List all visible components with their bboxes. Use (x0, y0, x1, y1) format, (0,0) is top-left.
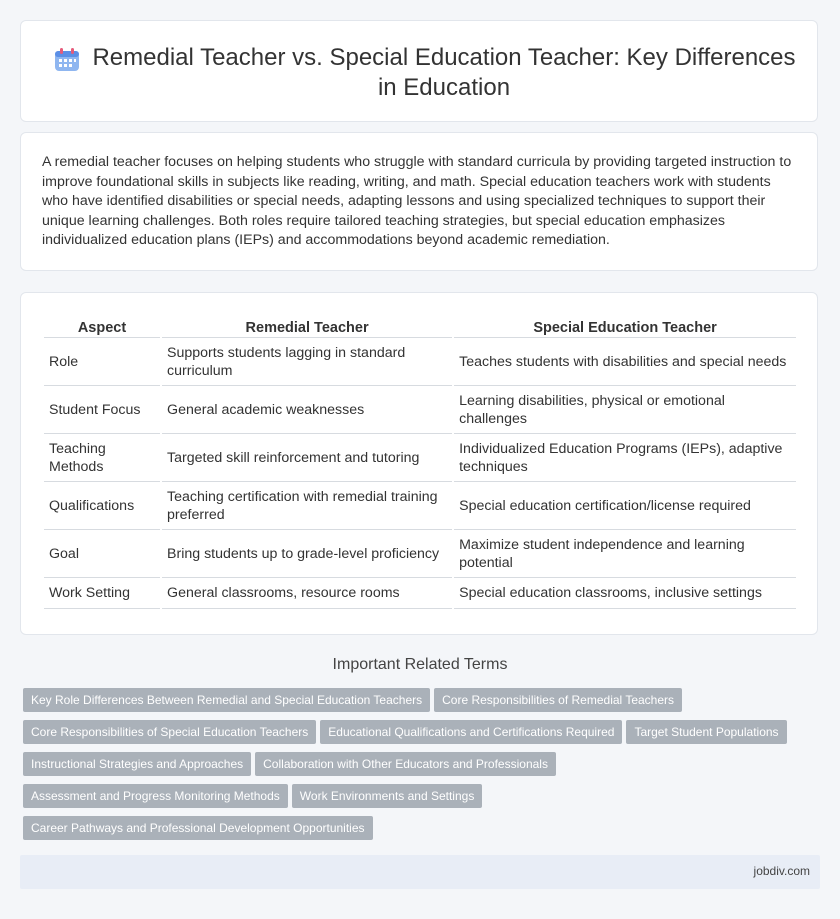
intro-card (20, 132, 818, 271)
table-cell: Work Setting (44, 578, 160, 609)
footer (20, 855, 820, 889)
table-header-row (44, 313, 796, 338)
table-cell: Student Focus (44, 386, 160, 434)
related-term-tag[interactable]: Instructional Strategies and Approaches (23, 752, 251, 776)
table-cell: Learning disabilities, physical or emotional challenges (454, 386, 796, 434)
related-term-tag[interactable]: Work Environments and Settings (292, 784, 483, 808)
table-cell: Teaching Methods (44, 434, 160, 482)
table-row (44, 386, 796, 434)
table-cell: Special education certification/license required (454, 482, 796, 530)
related-terms-list (23, 688, 813, 848)
page-title: Remedial Teacher vs. Special Education Teacher: Key Differences in Education (92, 44, 796, 101)
header-special-ed: Special Education Teacher (454, 313, 796, 338)
intro-paragraph: A remedial teacher focuses on helping students who struggle with standard curricula by providing targeted instruction to improve foundational skills in subjects like reading, writing, and math. Special education teachers work with students who have identified disabilities or special needs, adapting lessons and using specialized techniques to support their unique learning challenges. Both roles require tailored teaching strategies, but special education emphasizes individualized education plans (IEPs) and accommodations beyond academic remediation. (42, 154, 792, 249)
table-row (44, 338, 796, 386)
table-cell: Supports students lagging in standard curriculum (162, 338, 452, 386)
related-term-tag[interactable]: Assessment and Progress Monitoring Methods (23, 784, 288, 808)
table-cell: General classrooms, resource rooms (162, 578, 452, 609)
table-cell: Individualized Education Programs (IEPs), adaptive techniques (454, 434, 796, 482)
table-cell: Goal (44, 530, 160, 578)
table-cell: Role (44, 338, 160, 386)
table-cell: Teaches students with disabilities and special needs (454, 338, 796, 386)
table-cell: Teaching certification with remedial training preferred (162, 482, 452, 530)
table-row (44, 434, 796, 482)
header-card (20, 20, 818, 122)
table-cell: Bring students up to grade-level proficiency (162, 530, 452, 578)
related-term-tag[interactable]: Core Responsibilities of Special Education Teachers (23, 720, 316, 744)
related-term-tag[interactable]: Target Student Populations (626, 720, 786, 744)
footer-site-link[interactable]: jobdiv.com (753, 864, 810, 878)
table-cell: Qualifications (44, 482, 160, 530)
comparison-card (20, 292, 818, 635)
comparison-table (42, 313, 798, 609)
related-term-tag[interactable]: Collaboration with Other Educators and Professionals (255, 752, 556, 776)
header-aspect: Aspect (44, 313, 160, 338)
table-row (44, 530, 796, 578)
related-term-tag[interactable]: Educational Qualifications and Certifications Required (320, 720, 622, 744)
table-cell: Special education classrooms, inclusive settings (454, 578, 796, 609)
calendar-icon (54, 48, 80, 72)
related-term-tag[interactable]: Core Responsibilities of Remedial Teachers (434, 688, 682, 712)
table-row (44, 578, 796, 609)
table-row (44, 482, 796, 530)
table-cell: Maximize student independence and learning potential (454, 530, 796, 578)
related-term-tag[interactable]: Key Role Differences Between Remedial and Special Education Teachers (23, 688, 430, 712)
table-cell: Targeted skill reinforcement and tutoring (162, 434, 452, 482)
related-terms-heading: Important Related Terms (332, 656, 508, 673)
related-term-tag[interactable]: Career Pathways and Professional Development Opportunities (23, 816, 373, 840)
header-remedial: Remedial Teacher (162, 313, 452, 338)
table-cell: General academic weaknesses (162, 386, 452, 434)
